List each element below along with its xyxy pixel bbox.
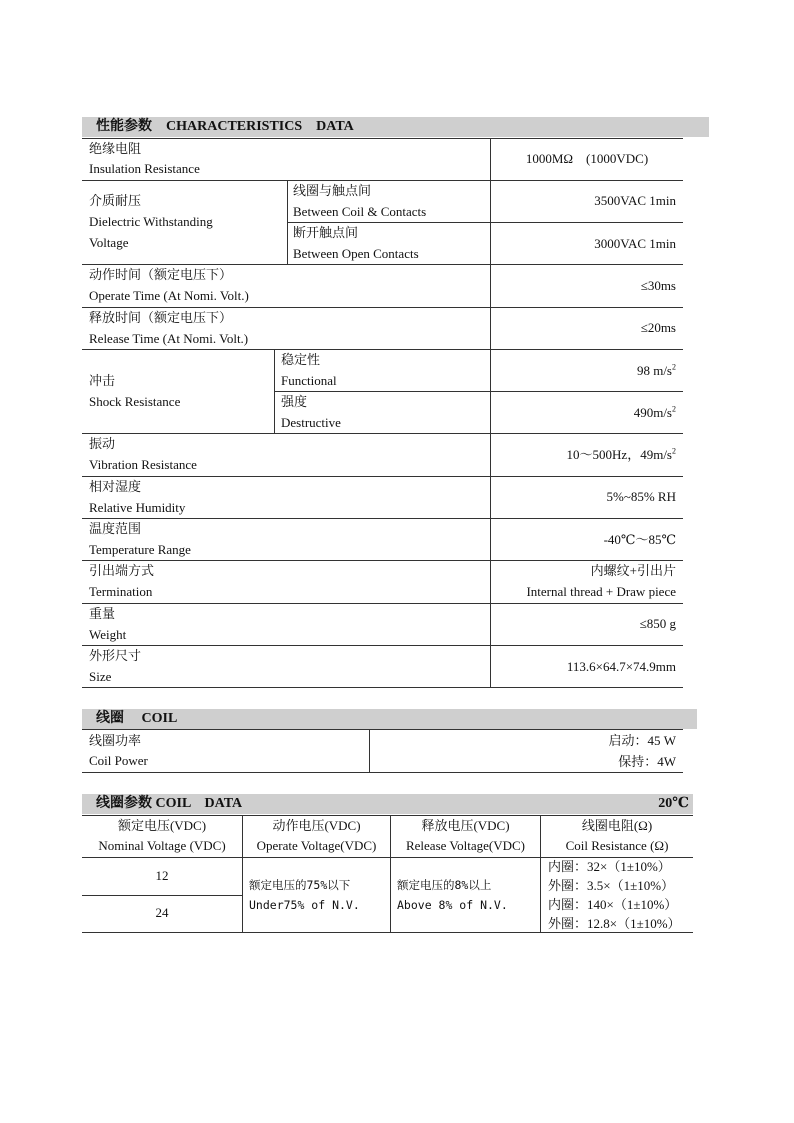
coil-data-header <box>82 794 693 814</box>
coil-power-label-cn: 线圈功率 <box>89 733 142 748</box>
divider <box>287 180 288 264</box>
shock-sub2-value <box>634 403 676 423</box>
divider <box>369 729 370 772</box>
termination-value-cn: 内螺纹+引出片 <box>590 563 676 578</box>
resistance-24-outer: 外圈：12.8×（1±10%） <box>548 916 681 931</box>
shock-sub1-number: 98 m/s <box>636 363 672 378</box>
row-voltage-24: 24 <box>155 905 169 920</box>
col-release-en: Release Voltage(VDC) <box>405 838 526 853</box>
col-nominal-cn: 额定电压(VDC) <box>117 818 207 833</box>
dielectric-sub1-cn: 线圈与触点间 <box>293 183 372 198</box>
weight-label-cn: 重量 <box>89 606 116 621</box>
exponent: 2 <box>672 362 676 372</box>
size-label-en: Size <box>89 669 112 684</box>
divider <box>82 518 683 519</box>
shock-label-en: Shock Resistance <box>89 394 181 409</box>
termination-label-cn: 引出端方式 <box>89 563 155 578</box>
humidity-label-en: Relative Humidity <box>89 500 186 515</box>
exponent: 2 <box>672 404 676 414</box>
col-resistance-cn: 线圈电阻(Ω) <box>581 818 653 833</box>
coil-data-title: 线圈参数 COIL DATA <box>96 796 243 811</box>
divider <box>274 391 683 392</box>
col-operate-cn: 动作电压(VDC) <box>272 818 361 833</box>
insulation-label-cn: 绝缘电阻 <box>89 141 142 156</box>
vibration-label-en: Vibration Resistance <box>89 457 197 472</box>
divider <box>82 476 683 477</box>
dielectric-sub2-en: Between Open Contacts <box>293 246 419 261</box>
dielectric-label-en2: Voltage <box>89 235 129 250</box>
coil-power-start: 启动：45 W <box>608 733 676 748</box>
operate-condition-en: Under75% of N.V. <box>249 898 360 912</box>
dielectric-label-en1: Dielectric Withstanding <box>89 214 213 229</box>
temperature-value: -40℃～85℃ <box>603 532 676 547</box>
divider <box>82 349 683 350</box>
divider <box>274 349 275 433</box>
size-value: 113.6×64.7×74.9mm <box>566 659 676 674</box>
shock-sub2-number: 490m/s <box>633 405 672 420</box>
divider <box>82 895 242 896</box>
coil-data-temperature: 20℃ <box>658 796 689 811</box>
vibration-number: 10～500Hz，49m/s <box>566 447 672 462</box>
col-operate-en: Operate Voltage(VDC) <box>256 838 377 853</box>
divider <box>490 138 491 688</box>
coil-title: 线圈 COIL <box>96 711 178 726</box>
divider <box>82 687 683 688</box>
weight-label-en: Weight <box>89 627 127 642</box>
humidity-value: 5%~85% RH <box>606 489 676 504</box>
resistance-12-outer: 外圈：3.5×（1±10%） <box>548 878 675 893</box>
operate-time-label-cn: 动作时间（额定电压下） <box>89 267 233 282</box>
vibration-label-cn: 振动 <box>89 436 116 451</box>
dielectric-label-cn: 介质耐压 <box>89 193 142 208</box>
humidity-label-cn: 相对湿度 <box>89 479 142 494</box>
divider <box>82 603 683 604</box>
dielectric-sub1-en: Between Coil & Contacts <box>293 204 427 219</box>
divider <box>82 772 683 773</box>
divider <box>82 729 683 730</box>
shock-sub1-cn: 稳定性 <box>281 352 321 367</box>
operate-condition-cn: 额定电压的75%以下 <box>249 878 351 892</box>
characteristics-title: 性能参数 CHARACTERISTICS DATA <box>96 119 354 134</box>
col-resistance-en: Coil Resistance (Ω) <box>565 838 669 853</box>
weight-value: ≤850 g <box>639 616 676 631</box>
termination-value-en: Internal thread + Draw piece <box>526 584 676 599</box>
exponent: 2 <box>672 446 676 456</box>
dielectric-sub2-value: 3000VAC 1min <box>594 236 676 251</box>
shock-sub1-value <box>637 361 676 381</box>
termination-label-en: Termination <box>89 584 153 599</box>
coil-power-hold: 保持：4W <box>618 754 676 769</box>
insulation-value: 1000MΩ (1000VDC) <box>525 151 649 166</box>
release-time-value: ≤20ms <box>640 320 676 335</box>
col-release-cn: 释放电压(VDC) <box>421 818 510 833</box>
temperature-label-en: Temperature Range <box>89 542 191 557</box>
release-condition-en: Above 8% of N.V. <box>397 898 508 912</box>
operate-time-label-en: Operate Time (At Nomi. Volt.) <box>89 288 249 303</box>
shock-label-cn: 冲击 <box>89 373 116 388</box>
resistance-24-inner: 内圈：140×（1±10%） <box>548 897 678 912</box>
row-voltage-12: 12 <box>155 868 169 883</box>
release-time-label-cn: 释放时间（额定电压下） <box>89 310 233 325</box>
shock-sub2-en: Destructive <box>281 415 341 430</box>
insulation-label-en: Insulation Resistance <box>89 161 200 176</box>
vibration-value <box>567 445 676 465</box>
characteristics-header <box>82 117 709 137</box>
shock-sub1-en: Functional <box>281 373 337 388</box>
divider <box>82 645 683 646</box>
divider <box>82 180 683 181</box>
size-label-cn: 外形尺寸 <box>89 648 142 663</box>
coil-header <box>82 709 697 729</box>
resistance-12-inner: 内圈：32×（1±10%） <box>548 859 671 874</box>
dielectric-sub2-cn: 断开触点间 <box>293 225 359 240</box>
divider <box>82 433 683 434</box>
temperature-label-cn: 温度范围 <box>89 521 142 536</box>
release-condition-cn: 额定电压的8%以上 <box>397 878 492 892</box>
shock-sub2-cn: 强度 <box>281 394 308 409</box>
divider <box>82 138 683 139</box>
coil-power-label-en: Coil Power <box>89 753 148 768</box>
dielectric-sub1-value: 3500VAC 1min <box>594 193 676 208</box>
release-time-label-en: Release Time (At Nomi. Volt.) <box>89 331 249 346</box>
col-nominal-en: Nominal Voltage (VDC) <box>98 838 226 853</box>
operate-time-value: ≤30ms <box>640 278 676 293</box>
